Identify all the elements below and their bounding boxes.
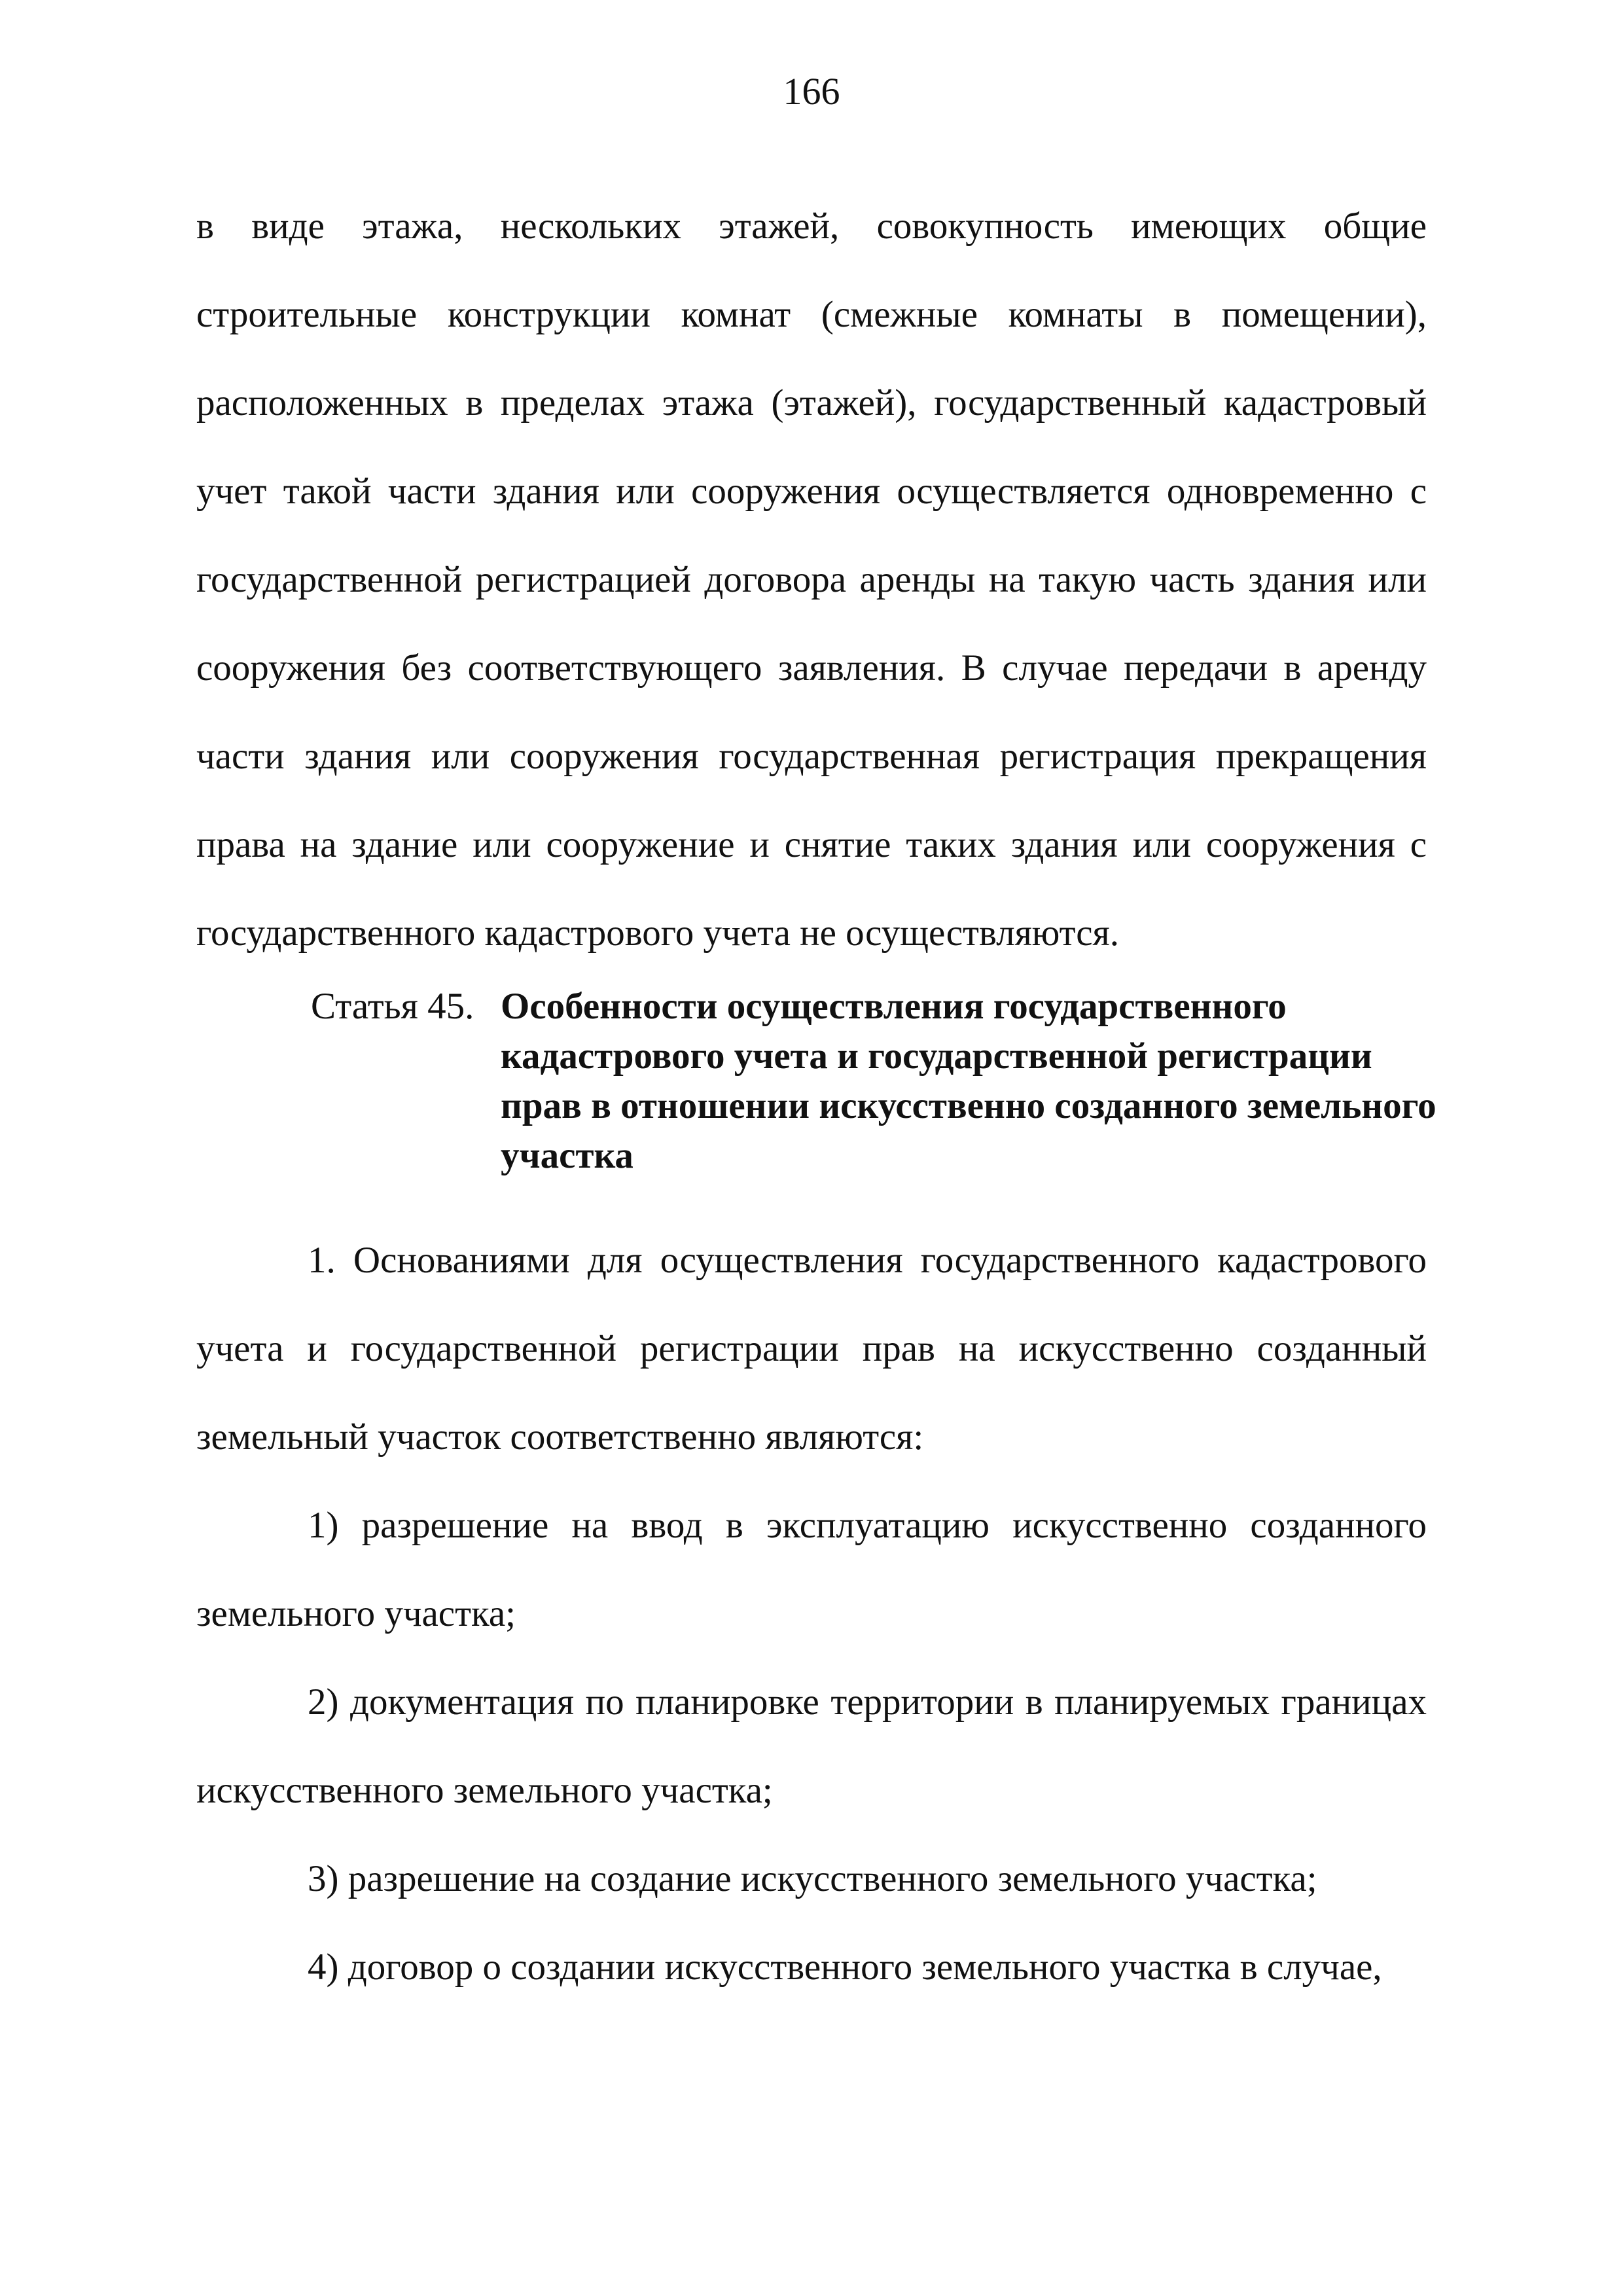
continuation-paragraph-block: [196, 182, 1427, 977]
continuation-paragraph: в виде этажа, нескольких этажей, совокупность имеющих общие строительные конструкции комнат (смежные комнаты в помещении), расположенных в пределах этажа (этажей), государственный кадастровый учет такой части здания или сооружения осуществляется одновременно с государственной регистрацией договора аренды на такую часть здания или сооружения без соответствующего заявления. В случае передачи в аренду части здания или сооружения государственная регистрация прекращения права на здание или сооружение и снятие таких здания или сооружения с государственного кадастрового учета не осуществляются.: [196, 206, 1427, 954]
list-item-4: 4) договор о создании искусственного земельного участка в случае,: [308, 1946, 1382, 1988]
article-body: [196, 1216, 1427, 2011]
article-label: Статья 45.: [311, 986, 474, 1027]
list-item-2: 2) документация по планировке территории в планируемых границах искусственного земельного участка;: [196, 1681, 1427, 1811]
article-title: Особенности осуществления государственного кадастрового учета и государственной регистрации прав в отношении искусственно созданного земельного участка: [501, 986, 1436, 1176]
page-number: 166: [783, 70, 840, 113]
list-item-3: 3) разрешение на создание искусственного земельного участка;: [308, 1858, 1317, 1899]
list-item-1: 1) разрешение на ввод в эксплуатацию искусственно созданного земельного участка;: [196, 1505, 1427, 1634]
paragraph-basis: 1. Основаниями для осуществления государственного кадастрового учета и государственной регистрации прав на искусственно созданный земельный участок соответственно являются:: [196, 1240, 1427, 1458]
